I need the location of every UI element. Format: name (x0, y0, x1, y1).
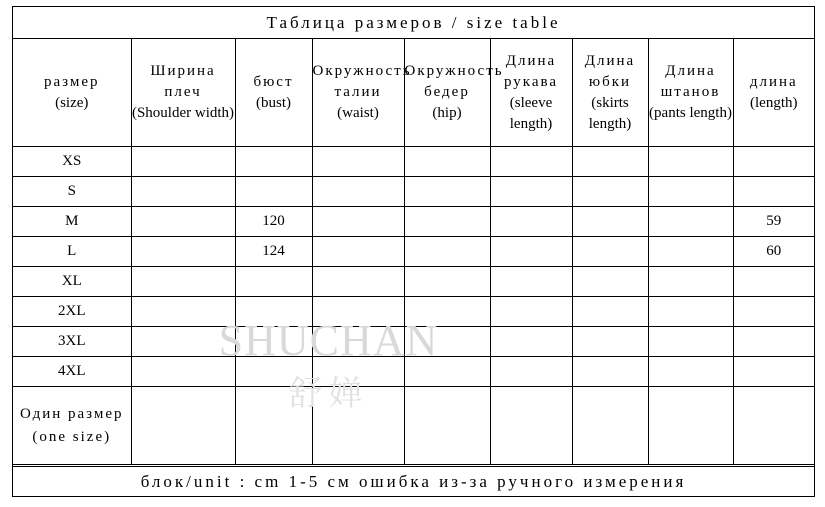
size-cell: L (13, 237, 131, 267)
size-cell: 3XL (13, 327, 131, 357)
waist-cell (312, 267, 404, 297)
skirt-cell (572, 147, 648, 177)
table-row (13, 297, 814, 327)
size-cell: 4XL (13, 357, 131, 387)
header-bust: бюст (bust) (235, 39, 312, 147)
bust-cell (235, 147, 312, 177)
pants-cell (648, 357, 733, 387)
hip-cell (404, 357, 490, 387)
table-row (13, 207, 814, 237)
pants-cell (648, 147, 733, 177)
shoulder-cell (131, 207, 235, 237)
bust-cell (235, 357, 312, 387)
hip-cell (404, 147, 490, 177)
pants-cell (648, 207, 733, 237)
size-cell: Один размер (one size) (13, 387, 131, 465)
length-cell (733, 387, 814, 465)
pants-cell (648, 267, 733, 297)
skirt-cell (572, 387, 648, 465)
waist-cell (312, 147, 404, 177)
length-cell (733, 147, 814, 177)
table-row (13, 237, 814, 267)
shoulder-cell (131, 237, 235, 267)
header-waist: Окружность талии (waist) (312, 39, 404, 147)
size-cell: S (13, 177, 131, 207)
length-cell: 60 (733, 237, 814, 267)
skirt-cell (572, 177, 648, 207)
skirt-cell (572, 297, 648, 327)
size-cell: 2XL (13, 297, 131, 327)
pants-cell (648, 237, 733, 267)
bust-cell (235, 297, 312, 327)
shoulder-cell (131, 357, 235, 387)
bust-cell: 124 (235, 237, 312, 267)
size-chart (12, 6, 815, 497)
watermark-latin: SHUCHAN (218, 316, 439, 365)
pants-cell (648, 327, 733, 357)
table-row (13, 327, 814, 357)
pants-cell (648, 387, 733, 465)
table-row (13, 267, 814, 297)
shoulder-cell (131, 147, 235, 177)
waist-cell (312, 237, 404, 267)
hip-cell (404, 177, 490, 207)
header-shoulder: Ширина плеч (Shoulder width) (131, 39, 235, 147)
unit-note: блок/unit : cm 1-5 см ошибка из-за ручного измерения (13, 466, 814, 497)
skirt-cell (572, 267, 648, 297)
sleeve-cell (490, 357, 572, 387)
length-cell (733, 297, 814, 327)
sleeve-cell (490, 297, 572, 327)
length-cell (733, 177, 814, 207)
header-skirt: Длина юбки (skirts length) (572, 39, 648, 147)
skirt-cell (572, 327, 648, 357)
hip-cell (404, 267, 490, 297)
sleeve-cell (490, 327, 572, 357)
size-cell: XS (13, 147, 131, 177)
table-row (13, 177, 814, 207)
sleeve-cell (490, 387, 572, 465)
shoulder-cell (131, 177, 235, 207)
size-cell: M (13, 207, 131, 237)
sleeve-cell (490, 267, 572, 297)
waist-cell (312, 297, 404, 327)
waist-cell (312, 357, 404, 387)
bust-cell: 120 (235, 207, 312, 237)
header-size: размер (size) (13, 39, 131, 147)
length-cell (733, 357, 814, 387)
header-length: длина (length) (733, 39, 814, 147)
pants-cell (648, 297, 733, 327)
bust-cell (235, 177, 312, 207)
table-row (13, 387, 814, 465)
hip-cell (404, 237, 490, 267)
skirt-cell (572, 357, 648, 387)
shoulder-cell (131, 387, 235, 465)
size-table (13, 39, 814, 465)
sleeve-cell (490, 177, 572, 207)
skirt-cell (572, 207, 648, 237)
pants-cell (648, 177, 733, 207)
length-cell (733, 327, 814, 357)
bust-cell (235, 387, 312, 465)
header-pants: Длина штанов (pants length) (648, 39, 733, 147)
header-row (13, 39, 814, 147)
hip-cell (404, 297, 490, 327)
table-row (13, 147, 814, 177)
hip-cell (404, 387, 490, 465)
length-cell: 59 (733, 207, 814, 237)
bust-cell (235, 327, 312, 357)
hip-cell (404, 207, 490, 237)
sleeve-cell (490, 207, 572, 237)
hip-cell (404, 327, 490, 357)
waist-cell (312, 177, 404, 207)
sleeve-cell (490, 147, 572, 177)
watermark-cjk: 舒婵 (288, 376, 369, 413)
table-row (13, 357, 814, 387)
waist-cell (312, 207, 404, 237)
sleeve-cell (490, 237, 572, 267)
header-sleeve: Длина рукава (sleeve length) (490, 39, 572, 147)
waist-cell (312, 327, 404, 357)
shoulder-cell (131, 327, 235, 357)
length-cell (733, 267, 814, 297)
size-cell: XL (13, 267, 131, 297)
shoulder-cell (131, 297, 235, 327)
skirt-cell (572, 237, 648, 267)
header-hip: Окружность бедер (hip) (404, 39, 490, 147)
bust-cell (235, 267, 312, 297)
waist-cell (312, 387, 404, 465)
chart-title: Таблица размеров / size table (13, 7, 814, 39)
shoulder-cell (131, 267, 235, 297)
